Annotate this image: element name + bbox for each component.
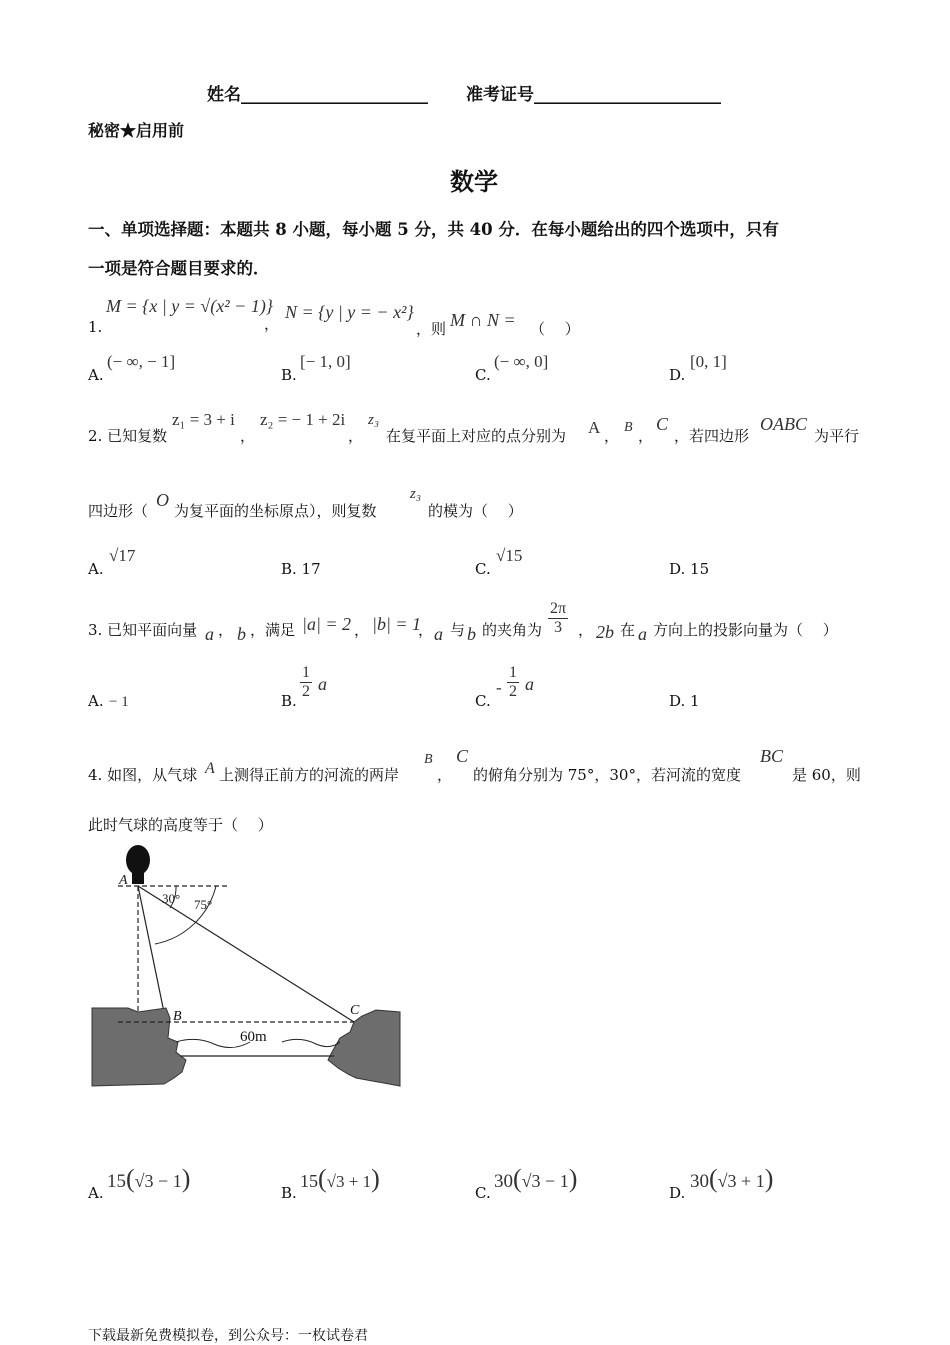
section-heading-line2: 一项是符合题目要求的． bbox=[88, 259, 270, 278]
exam-id-field-label: 准考证号______________________ bbox=[466, 85, 721, 105]
q4-option-c-value: 30(√3 − 1) bbox=[494, 1164, 578, 1193]
q4-option-b-label: B. bbox=[281, 1184, 297, 1202]
q3-comma-4: ， bbox=[578, 621, 594, 639]
label-b: B bbox=[173, 1009, 182, 1024]
secret-label: 秘密★启用前 bbox=[88, 121, 185, 140]
q4-text-end: 是 60，则 bbox=[792, 766, 861, 784]
q1-option-a-value: (− ∞, − 1] bbox=[107, 352, 176, 371]
q3-vector-a: a bbox=[205, 624, 214, 644]
q4-option-b-coef: 15 bbox=[300, 1171, 318, 1191]
angle-label-30: 30° bbox=[162, 891, 181, 906]
label-a: A bbox=[119, 873, 128, 888]
q3-option-c-sign: - bbox=[496, 678, 502, 697]
river-wave-right bbox=[282, 1039, 340, 1046]
q2-point-text: 在复平面上对应的点分别为 bbox=[386, 427, 567, 445]
q1-set-m: M = {x | y = √(x² − 1)} bbox=[106, 296, 274, 316]
q1-then-text: ，则 bbox=[416, 320, 447, 338]
q2-option-d: D. 15 bbox=[669, 560, 710, 578]
q3-option-c-numerator: 1 bbox=[509, 664, 517, 681]
q4-option-a-coef: 15 bbox=[107, 1171, 126, 1192]
q3-option-d: D. 1 bbox=[669, 692, 700, 710]
q3-option-c-fraction bbox=[507, 664, 519, 701]
q3-comma-1: ， bbox=[218, 621, 234, 639]
q1-option-b-value: [− 1, 0] bbox=[300, 352, 351, 371]
q2-line2-end: 的模为（ ） bbox=[428, 502, 523, 520]
q4-option-d-coef: 30 bbox=[690, 1171, 709, 1192]
q1-option-d-value: [0, 1] bbox=[690, 352, 727, 371]
q1-intersection-expr: M ∩ N = bbox=[450, 310, 516, 330]
q2-line2-start: 四边形（ bbox=[88, 502, 149, 520]
q4-line2: 此时气球的高度等于（ ） bbox=[88, 816, 273, 834]
q2-line2-mid: 为复平面的坐标原点），则复数 bbox=[174, 502, 377, 520]
q3-angle-fraction bbox=[548, 600, 568, 637]
q2-z1: z₁ = 3 + i bbox=[172, 410, 235, 429]
q3-two-b: 2b bbox=[596, 622, 614, 642]
q3-satisfy-text: ，满足 bbox=[250, 621, 296, 639]
q3-option-b-vector: a bbox=[318, 674, 327, 694]
q2-point-b: B bbox=[624, 420, 633, 435]
q3-angle-denominator: 3 bbox=[554, 619, 563, 636]
q3-option-b-denominator: 2 bbox=[302, 683, 310, 700]
q4-intro: 4. 如图，从气球 bbox=[88, 766, 198, 784]
q4-option-d-label: D. bbox=[669, 1184, 686, 1202]
q2-point-a: A bbox=[588, 418, 601, 437]
left-bank bbox=[92, 1008, 186, 1086]
q1-option-c-value: (− ∞, 0] bbox=[494, 352, 549, 371]
name-field-label: 姓名______________________ bbox=[207, 85, 428, 105]
q3-option-c-vector: a bbox=[525, 674, 534, 694]
q2-comma-2: ， bbox=[348, 427, 364, 445]
q2-point-c: C bbox=[656, 414, 669, 434]
q2-option-a-label: A. bbox=[88, 560, 104, 578]
river-wave-left bbox=[176, 1039, 250, 1047]
q3-vector-b: b bbox=[237, 624, 246, 644]
label-width: 60m bbox=[240, 1029, 267, 1045]
q3-angle-numerator: 2π bbox=[550, 600, 567, 617]
q4-option-c-inner: √3 − 1 bbox=[521, 1171, 569, 1191]
q4-option-a-value: 15(√3 − 1) bbox=[107, 1164, 191, 1193]
q2-option-c-label: C. bbox=[475, 560, 491, 578]
q2-parallel-text: 为平行 bbox=[814, 427, 860, 445]
page-title: 数学 bbox=[450, 167, 498, 196]
q3-angle-text: 的夹角为 bbox=[482, 621, 543, 639]
q2-intro: 2. 已知复数 bbox=[88, 427, 168, 445]
q3-option-b-numerator: 1 bbox=[302, 664, 310, 681]
q4-option-d-inner: √3 + 1 bbox=[717, 1171, 765, 1191]
q4-option-d-value: 30(√3 + 1) bbox=[690, 1164, 774, 1193]
q2-option-c-value: √15 bbox=[496, 546, 523, 565]
q2-comma-4: ， bbox=[638, 427, 654, 445]
q2-comma-1: ， bbox=[240, 427, 256, 445]
angle-label-75: 75° bbox=[194, 897, 213, 912]
q2-z2: z₂ = − 1 + 2i bbox=[260, 410, 346, 429]
q3-with-text: 与 bbox=[450, 621, 466, 639]
q2-z3: z₃ bbox=[368, 412, 380, 428]
q2-option-b: B. 17 bbox=[281, 560, 321, 578]
q2-quad-text: ，若四边形 bbox=[674, 427, 750, 445]
q3-vector-a-2: a bbox=[434, 624, 443, 644]
q4-text-mid2: 的俯角分别为 75°，30°，若河流的宽度 bbox=[473, 766, 741, 784]
q3-option-a-value: − 1 bbox=[109, 694, 129, 710]
q2-comma-3: ， bbox=[604, 427, 620, 445]
q2-origin-o: O bbox=[156, 490, 169, 510]
q1-set-n: N = {y | y = − x²} bbox=[285, 302, 414, 322]
q2-oabc: OABC bbox=[760, 414, 807, 434]
q4-option-c-label: C. bbox=[475, 1184, 491, 1202]
q1-number: 1. bbox=[88, 318, 103, 336]
q4-point-c: C bbox=[456, 746, 469, 766]
q4-option-a-inner: √3 − 1 bbox=[134, 1171, 182, 1191]
q3-vector-a-3: a bbox=[638, 624, 647, 644]
sight-line-b bbox=[138, 886, 166, 1022]
q1-option-a-label: A. bbox=[88, 366, 104, 384]
q3-comma-3: ， bbox=[418, 621, 434, 639]
q4-option-b-inner: √3 + 1 bbox=[326, 1172, 372, 1191]
balloon-basket bbox=[132, 872, 144, 884]
q3-comma-2: ， bbox=[354, 621, 370, 639]
label-c: C bbox=[350, 1003, 360, 1018]
q3-in-text: 在 bbox=[620, 621, 636, 639]
q3-abs-b: |b| = 1 bbox=[372, 614, 422, 634]
q4-point-a: A bbox=[205, 760, 215, 777]
q1-answer-paren: （ ） bbox=[530, 320, 580, 338]
q2-option-a-value: √17 bbox=[109, 546, 136, 565]
balloon-icon bbox=[126, 845, 150, 875]
q1-separator: ， bbox=[264, 315, 280, 333]
q3-option-c-denominator: 2 bbox=[509, 683, 517, 700]
q4-text-mid: 上测得正前方的河流的两岸 bbox=[219, 766, 400, 784]
q3-intro: 3. 已知平面向量 bbox=[88, 621, 198, 639]
q1-option-c-label: C. bbox=[475, 366, 491, 384]
q4-point-b: B bbox=[424, 752, 433, 767]
q3-option-b-label: B. bbox=[281, 692, 297, 710]
q4-option-a-label: A. bbox=[88, 1184, 104, 1202]
q4-balloon-figure bbox=[86, 842, 406, 1092]
q4-bc: BC bbox=[760, 746, 784, 766]
q2-z3-second: z₃ bbox=[410, 486, 422, 502]
q3-option-b-fraction bbox=[300, 664, 312, 701]
section-heading-line1: 一、单项选择题：本题共 8 小题，每小题 5 分，共 40 分．在每小题给出的四个选项中，只有 bbox=[88, 220, 779, 239]
footer-note: 下载最新免费模拟卷，到公众号：一枚试卷君 bbox=[88, 1328, 368, 1344]
q3-vector-b-2: b bbox=[467, 624, 476, 644]
q4-comma-1: ， bbox=[437, 766, 453, 784]
q4-option-b-value: 15(√3 + 1) bbox=[300, 1164, 380, 1193]
q3-option-c-label: C. bbox=[475, 692, 491, 710]
q1-option-d-label: D. bbox=[669, 366, 686, 384]
q1-option-b-label: B. bbox=[281, 366, 297, 384]
q4-option-c-coef: 30 bbox=[494, 1171, 513, 1192]
q3-option-a-label: A. bbox=[88, 692, 104, 710]
q3-abs-a: |a| = 2 bbox=[302, 614, 352, 634]
q3-tail-text: 方向上的投影向量为（ ） bbox=[653, 621, 838, 639]
